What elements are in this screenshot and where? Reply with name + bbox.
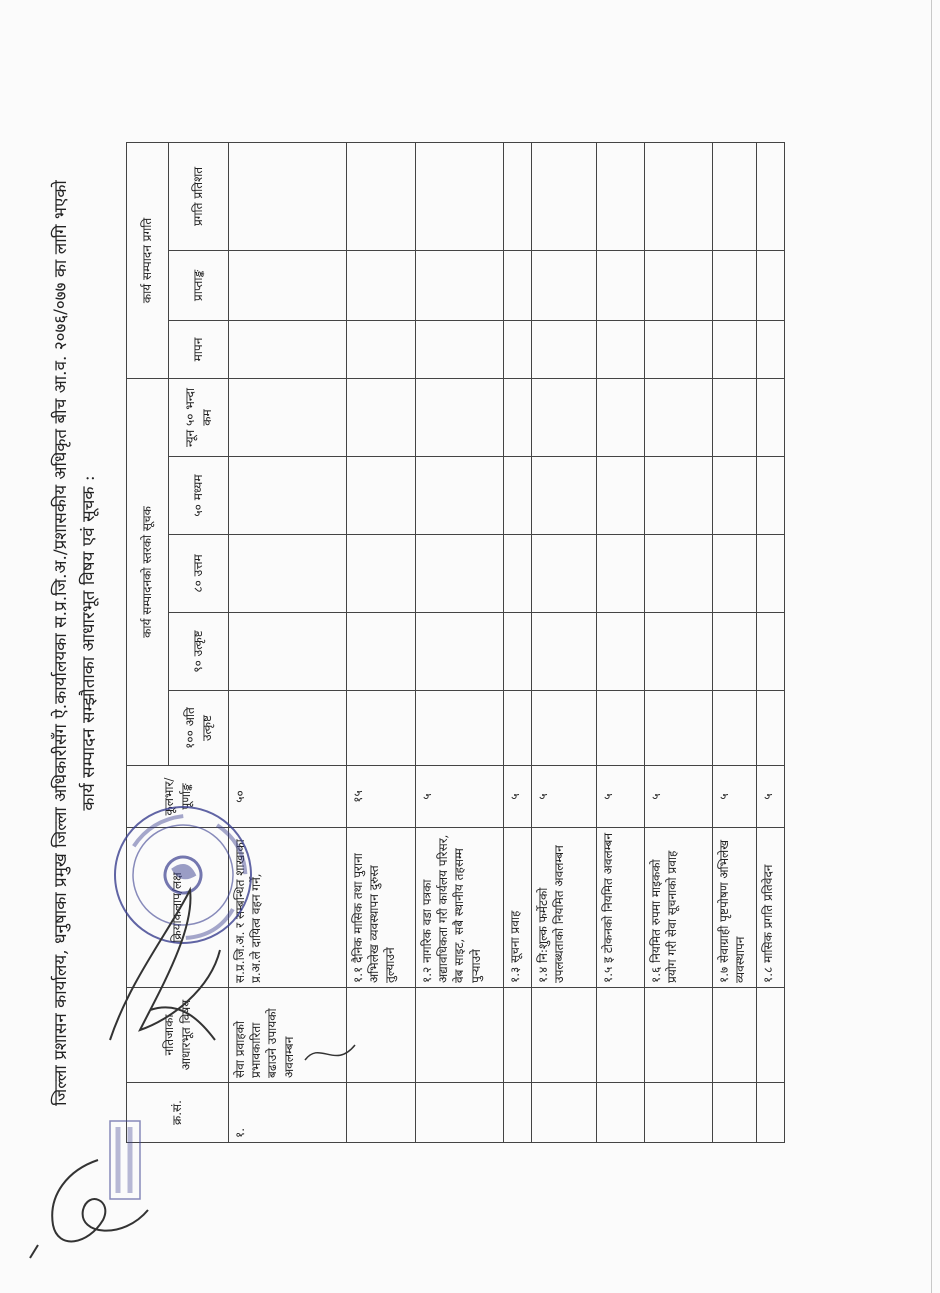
table-row	[645, 142, 713, 1142]
cell-activity: १.७ सेवाग्राही पृष्टपोषण अभिलेख व्यवस्थापन	[713, 828, 757, 988]
cell-activity: १.५ इ टोकनको नियमित अवलम्बन	[597, 828, 645, 988]
signature-icon	[100, 870, 230, 1070]
table-row	[597, 142, 645, 1142]
table-row-main	[229, 142, 347, 1142]
col-header-indicator-group: कार्य सम्पादनको स्तरको सूचक	[127, 378, 169, 765]
table-row	[757, 142, 785, 1142]
cell-weight: ५	[713, 766, 757, 828]
col-header-sn: क्र.सं.	[127, 1083, 229, 1143]
table-row	[504, 142, 532, 1142]
cell-weight: ५	[645, 766, 713, 828]
cell-activity: १.१ दैनिक मासिक तथा पुराना अभिलेख व्यवस्थापन दुरुस्त तुल्याउने	[347, 828, 416, 988]
table-row	[416, 142, 504, 1142]
col-header-progress-group: कार्य सम्पादन प्रगति	[127, 142, 169, 378]
col-header-activity: क्रियाकलाप/लक्ष	[127, 828, 229, 988]
col-header-percent: प्रगति प्रतिशत	[169, 142, 229, 250]
cell-weight: ५०	[229, 766, 347, 828]
col-header-ind5: न्यून ५० भन्दा कम	[169, 378, 229, 456]
col-header-weight: कूलभार/ पूर्णाङ्क	[127, 766, 229, 828]
col-header-ind3: ८० उत्तम	[169, 535, 229, 613]
cell-activity: १.४ नि:शुल्क फर्मेटको उपलब्धताको नियमित अवलम्बन	[532, 828, 597, 988]
cell-sn: १.	[229, 1083, 347, 1143]
col-header-ind4: ५० मध्यम	[169, 457, 229, 535]
cell-activity: १.२ नागरिक वडा पत्रका अद्यावधिकता गरी कार्यलय परिसर, वेब साइट, सबै स्थानीय तहसम्म पुर्‍याउने	[416, 828, 504, 988]
header-line-2: कार्य सम्पादन सम्झौताका आधारभूत विषय एवं सूचक :	[79, 475, 99, 811]
cell-activity: १.३ सूचना प्रवाह	[504, 828, 532, 988]
cell-weight: ५	[757, 766, 785, 828]
cell-activity: स.प्र.जि.अ. र सम्बन्धित शाखाका प्र.अ.ले दायित्व वहन गर्ने,	[229, 828, 347, 988]
cell-weight: ५	[532, 766, 597, 828]
col-header-ind1: १०० अति उत्कृष्ट	[169, 691, 229, 766]
cell-weight: १५	[347, 766, 416, 828]
cell-activity: १.६ नियमित रुपमा माइकको प्रयोग गरी सेवा सूचनाको प्रवाह	[645, 828, 713, 988]
signature-icon	[300, 1030, 360, 1075]
header-line-1: जिल्ला प्रशासन कार्यालय, धनुषाका प्रमुख जिल्ला अधिकारीसँग ऐ.कार्यालयका स.प्र.जि.अ./प्रशासकीय अधिकृत बीच आ.व. २०७६/०७७ का लागि भएको	[51, 180, 71, 1106]
cell-weight: ५	[504, 766, 532, 828]
col-header-score: प्राप्ताङ्क	[169, 250, 229, 320]
table-row	[532, 142, 597, 1142]
table-row	[713, 142, 757, 1142]
col-header-ind2: ९० उत्कृष्ट	[169, 613, 229, 691]
cell-weight: ५	[416, 766, 504, 828]
table-row	[347, 142, 416, 1142]
signature-icon	[28, 1150, 178, 1260]
col-header-subject: नतिजाका आधारभूत विषय	[127, 988, 229, 1083]
cell-subject: सेवा प्रवाहको प्रभावकारिता बढाउने उपायको अवलम्बन	[229, 988, 347, 1083]
cell-activity: १.८ मासिक प्रगति प्रतिवेदन	[757, 828, 785, 988]
col-header-measure: मापन	[169, 320, 229, 378]
cell-weight: ५	[597, 766, 645, 828]
